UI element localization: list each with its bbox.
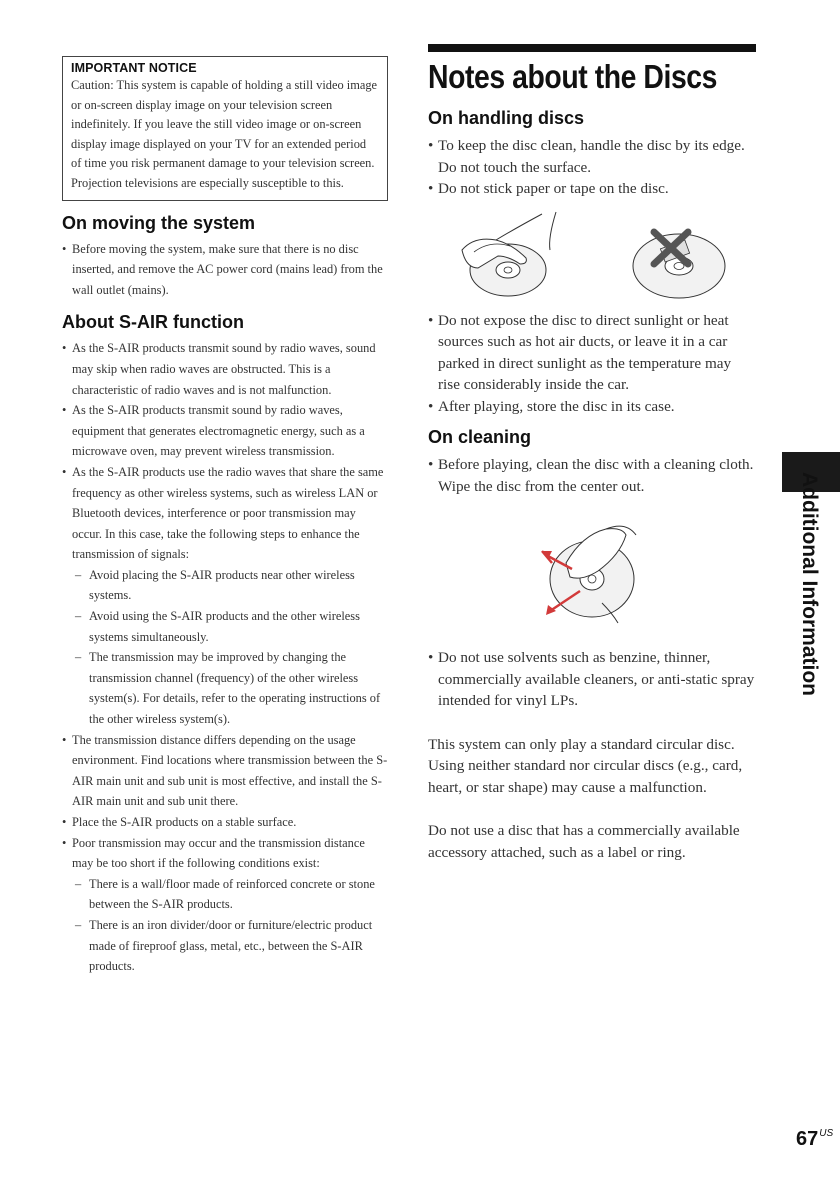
list-item-text: • Before playing, clean the disc with a cleaning cloth. (438, 456, 754, 473)
list-item: • Place the S-AIR products on a stable surface. (62, 812, 388, 833)
list-item: • Before moving the system, make sure that there is no disc inserted, and remove the AC power cord (mains lead) from the wall outlet (mains). (62, 239, 388, 301)
section-label (796, 472, 826, 702)
sub-list-item: – Avoid using the S-AIR products and the other wireless systems simultaneously. (72, 606, 388, 647)
disc-wipe-icon (536, 515, 656, 625)
cleaning-list (428, 454, 756, 497)
sub-list-item: – There is an iron divider/door or furniture/electric product made of fireproof glass, metal, etc., between the S-AIR products. (72, 915, 388, 977)
page-number (796, 1128, 833, 1151)
sair-heading: About S-AIR function (62, 312, 244, 333)
list-item-text: Wipe the disc from the center out. (438, 477, 645, 495)
sub-list-item: – The transmission may be improved by changing the transmission channel (frequency) of the other wireless system(s). For details, refer to the operating instructions of the other wireless system(s). (72, 647, 388, 729)
left-column (62, 56, 388, 977)
cleaning-list-continued (428, 647, 756, 712)
page-title: Notes about the Discs (428, 58, 718, 95)
list-item-text: Poor transmission may occur and the transmission distance may be too short if the following conditions exist: (72, 835, 365, 871)
sair-list (62, 338, 388, 976)
sub-list-item: – Avoid placing the S-AIR products near other wireless systems. (72, 565, 388, 606)
moving-heading: On moving the system (62, 212, 256, 233)
list-item: • Do not use solvents such as benzine, thinner, commercially available cleaners, or anti-static spray intended for vinyl LPs. (428, 647, 756, 712)
paragraph-disc-shape: This system can only play a standard circular disc. Using neither standard nor circular discs (e.g., card, heart, or star shape) may cause a malfunction. (428, 735, 743, 796)
notice-body: Caution: This system is capable of holding a still video image or on-screen display image on your television screen indefinitely. If you leave the still video image or on-screen display image displayed on your TV for an extended period of time you risk permanent damage to your television screen. Projection televisions are especially susceptible to this. (71, 78, 378, 190)
list-item: • The transmission distance differs depending on the usage environment. Find locations where transmission between the S-AIR main unit and sub unit is most effective, and install the S-AIR main unit and sub unit there. (62, 730, 388, 812)
page-number-suffix: US (819, 1128, 834, 1139)
list-item-text: As the S-AIR products use the radio waves that share the same frequency as other wireless systems, such as wireless LAN or Bluetooth devices, interference or poor transmission may occur. In this case, take the following steps to enhance the transmission of signals: (72, 464, 384, 562)
important-notice-box (62, 56, 388, 201)
list-item (62, 462, 388, 730)
list-item: • To keep the disc clean, handle the disc by its edge. Do not touch the surface. (428, 135, 756, 178)
disc-hold-icon (456, 210, 566, 310)
right-column (428, 44, 756, 863)
handling-list (428, 135, 756, 200)
list-item (428, 454, 756, 497)
list-item: • As the S-AIR products transmit sound by radio waves, sound may skip when radio waves are obstructed. This is a characteristic of radio waves and is not malfunction. (62, 338, 388, 400)
page-number-value: 67 (796, 1128, 819, 1150)
list-item: • After playing, store the disc in its case. (428, 396, 756, 418)
cleaning-heading: On cleaning (428, 427, 532, 447)
disc-no-tape-icon (624, 214, 734, 314)
list-item: • Do not stick paper or tape on the disc. (428, 178, 756, 200)
list-item (62, 833, 388, 977)
title-rule (428, 44, 756, 52)
list-item: • As the S-AIR products transmit sound by radio waves, equipment that generates electromagnetic energy, such as a microwave oven, may prevent wireless transmission. (62, 400, 388, 462)
list-item: • Do not expose the disc to direct sunlight or heat sources such as hot air ducts, or leave it in a car parked in direct sunlight as the temperature may rise considerably inside the car. (428, 310, 756, 396)
disc-wipe-illustration (428, 497, 756, 647)
paragraph-accessory: Do not use a disc that has a commercially available accessory attached, such as a label or ring. (428, 822, 740, 861)
handling-heading: On handling discs (428, 108, 585, 128)
sub-list (72, 565, 388, 730)
sub-list (72, 874, 388, 977)
moving-list (62, 239, 388, 301)
disc-handling-illustration (428, 200, 756, 310)
sub-list-item: – There is a wall/floor made of reinforced concrete or stone between the S-AIR products. (72, 874, 388, 915)
notice-title: IMPORTANT NOTICE (71, 61, 197, 75)
section-label-text: Additional Information (798, 472, 821, 696)
handling-list-continued (428, 310, 756, 418)
